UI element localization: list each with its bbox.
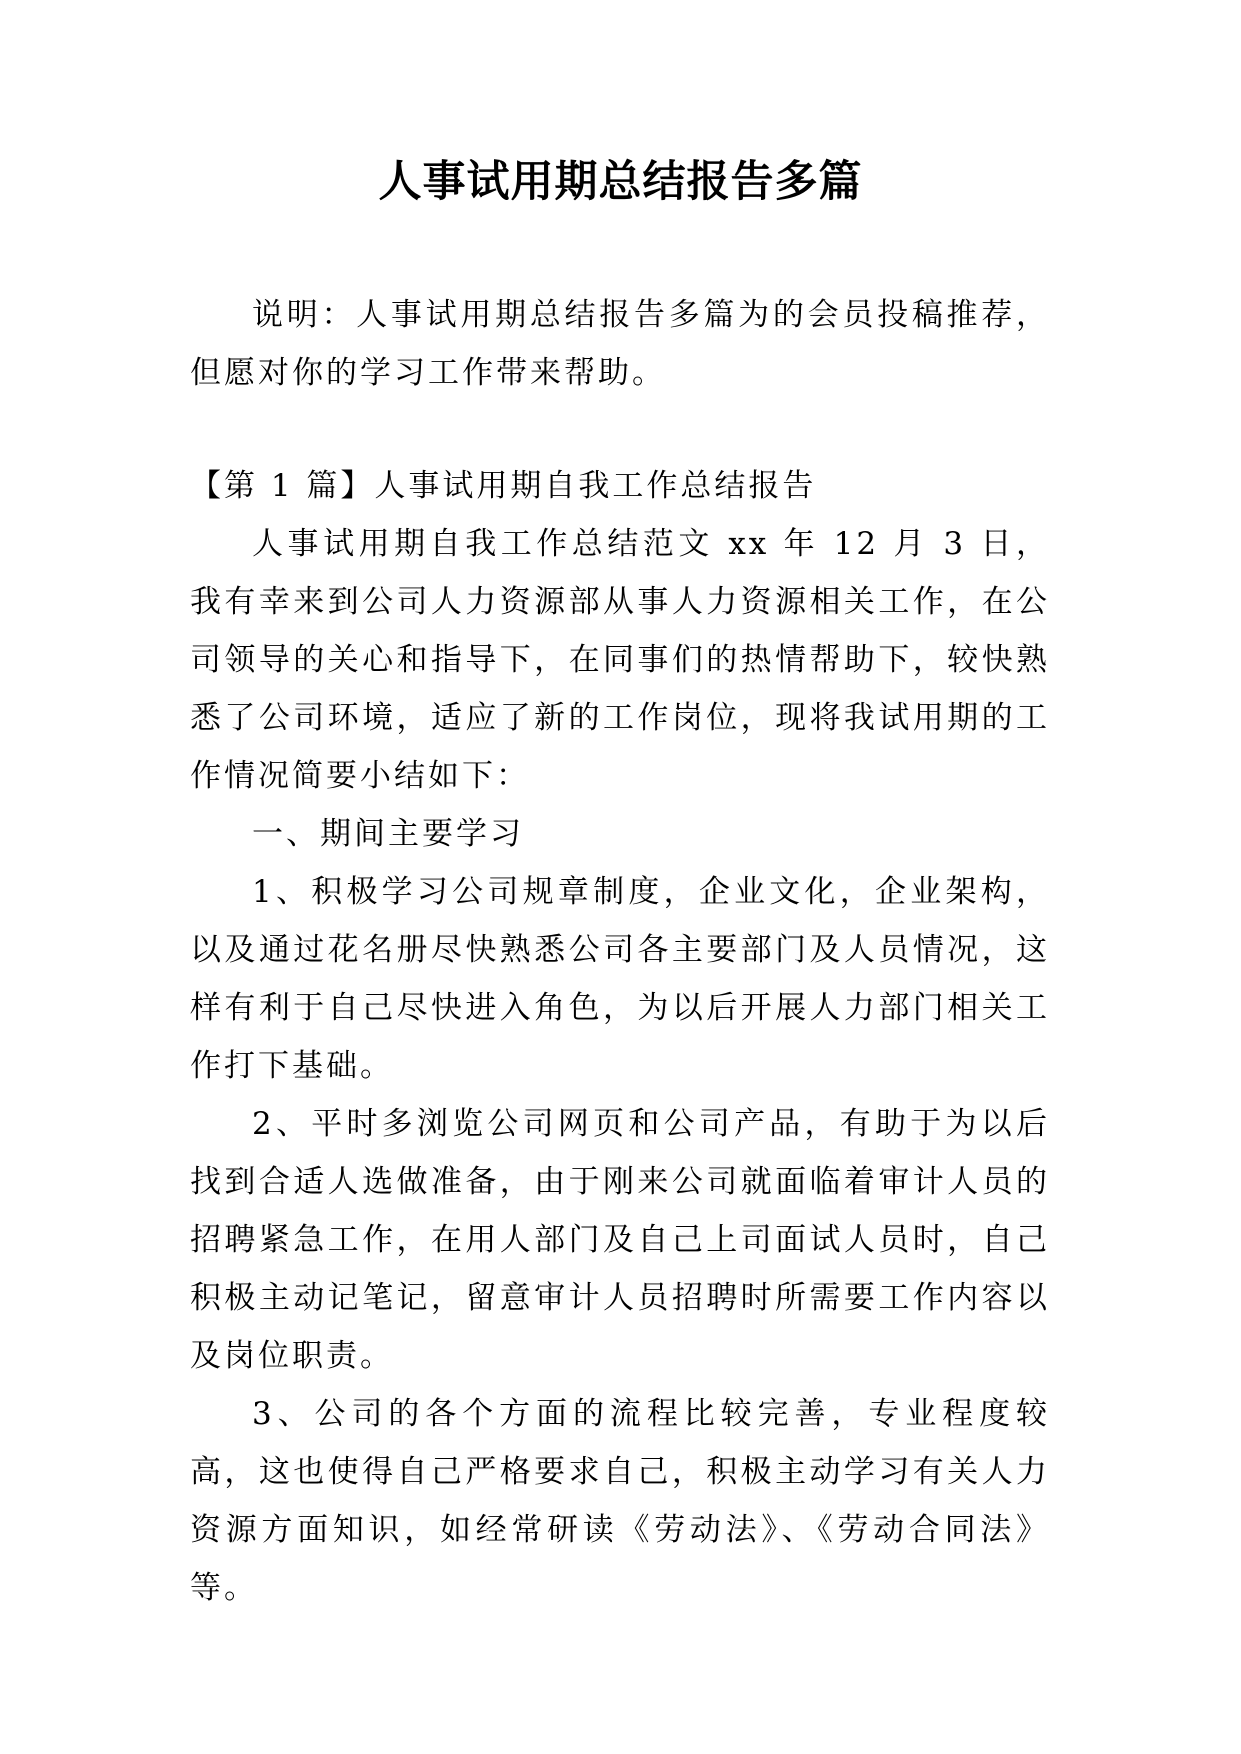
section-heading: 【第 1 篇】人事试用期自我工作总结报告 <box>190 468 817 504</box>
section-content <box>190 457 1050 1617</box>
paragraph-item-3: 3、公司的各个方面的流程比较完善，专业程度较高，这也使得自己严格要求自己，积极主动学习有关人力资源方面知识，如经常研读《劳动法》、《劳动合同法》等。 <box>190 1396 1050 1606</box>
paragraph-item-1: 1、积极学习公司规章制度，企业文化，企业架构，以及通过花名册尽快熟悉公司各主要部门及人员情况，这样有利于自己尽快进入角色，为以后开展人力部门相关工作打下基础。 <box>190 874 1050 1084</box>
subheading-main-study: 一、期间主要学习 <box>252 816 524 852</box>
paragraph-opening: 人事试用期自我工作总结范文 xx 年 12 月 3 日，我有幸来到公司人力资源部从事人力资源相关工作，在公司领导的关心和指导下，在同事们的热情帮助下，较快熟悉了公司环境，适应了新的工作岗位，现将我试用期的工作情况简要小结如下： <box>190 526 1050 794</box>
intro-block <box>190 286 1050 402</box>
document-title: 人事试用期总结报告多篇 <box>378 157 863 207</box>
intro-paragraph: 说明：人事试用期总结报告多篇为的会员投稿推荐，但愿对你的学习工作带来帮助。 <box>190 297 1050 391</box>
paragraph-item-2: 2、平时多浏览公司网页和公司产品，有助于为以后找到合适人选做准备，由于刚来公司就面临着审计人员的招聘紧急工作，在用人部门及自己上司面试人员时，自己积极主动记笔记，留意审计人员招聘时所需要工作内容以及岗位职责。 <box>190 1106 1050 1374</box>
